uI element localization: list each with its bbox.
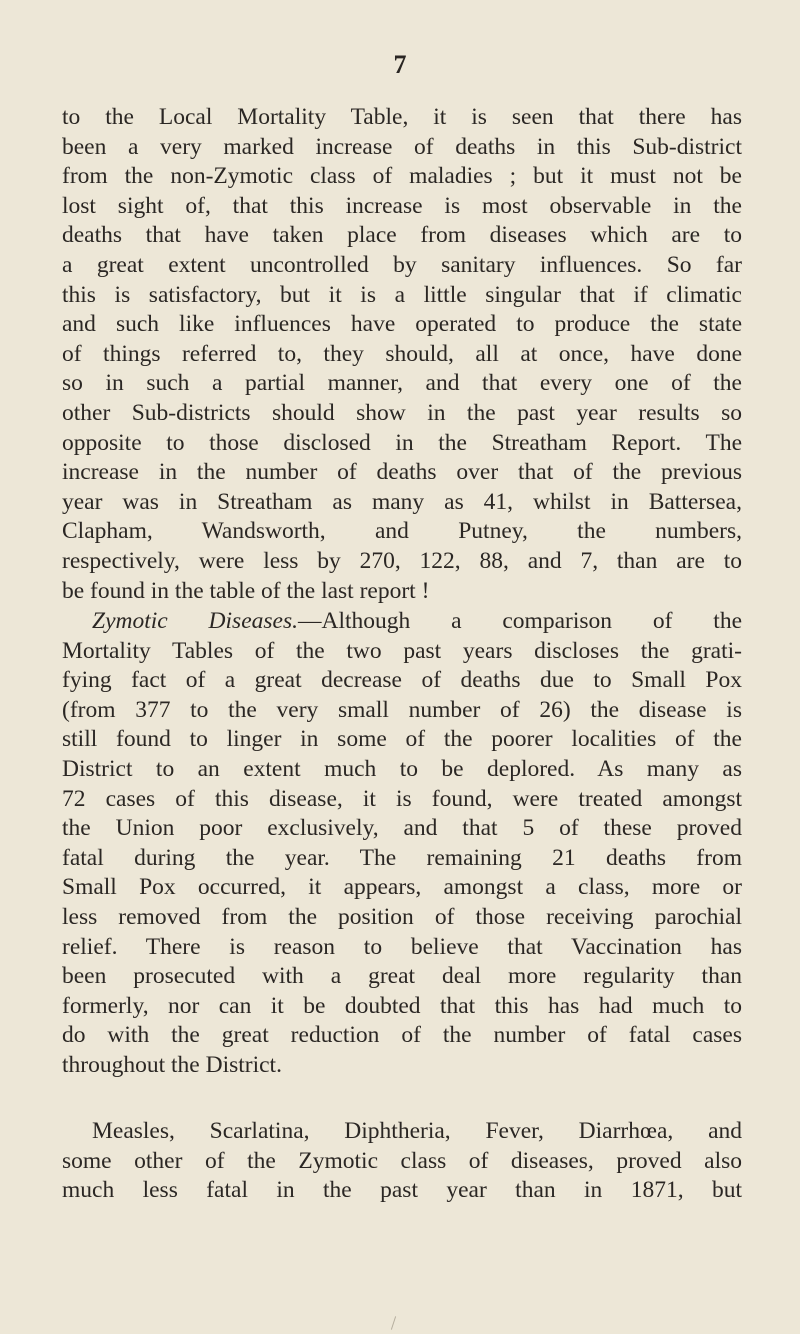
text-line: less removed from the position of those receiving parochial	[62, 903, 742, 930]
text-line: the Union poor exclusively, and that 5 of these proved	[62, 815, 742, 842]
text-line: formerly, nor can it be doubted that this has had much to	[62, 992, 742, 1019]
text-line: throughout the District.	[62, 1051, 282, 1078]
text-line: to the Local Mortality Table, it is seen that there has	[62, 104, 742, 130]
text-line: 72 cases of this disease, it is found, were treated amongst	[62, 785, 742, 812]
text-line: be found in the table of the last report !	[62, 577, 430, 604]
paragraph-local-mortality	[62, 103, 742, 606]
text-line: opposite to those disclosed in the Streatham Report. The	[62, 429, 742, 456]
text-line: do with the great reduction of the number of fatal cases	[62, 1022, 742, 1049]
section-heading: Zymotic Diseases.	[92, 608, 298, 634]
text-line: been prosecuted with a great deal more regularity than	[62, 963, 742, 990]
text-line: some other of the Zymotic class of diseases, proved also	[62, 1147, 742, 1174]
text-line: increase in the number of deaths over that of the previous	[62, 459, 742, 486]
text-line: deaths that have taken place from diseases which are to	[62, 222, 742, 249]
text-line: fatal during the year. The remaining 21 deaths from	[62, 844, 742, 871]
text-line: respectively, were less by 270, 122, 88, and 7, than are to	[62, 547, 742, 574]
text-line: this is satisfactory, but it is a little singular that if climatic	[62, 281, 742, 308]
page-number: 7	[393, 50, 407, 79]
text-line: been a very marked increase of deaths in this Sub-district	[62, 133, 742, 160]
paper-mark	[391, 1316, 396, 1330]
paragraph-zymotic-diseases	[62, 607, 742, 1081]
text-line: District to an extent much to be deplored. As many as	[62, 755, 742, 782]
text-line: Measles, Scarlatina, Diphtheria, Fever, Diarrhœa, and	[92, 1118, 742, 1144]
text-line: much less fatal in the past year than in 1871, but	[62, 1177, 742, 1204]
text-line: and such like influences have operated to produce the state	[62, 311, 742, 338]
text-line: Clapham, Wandsworth, and Putney, the numbers,	[62, 518, 742, 545]
text-line: year was in Streatham as many as 41, whilst in Battersea,	[62, 488, 742, 515]
text-line: so in such a partial manner, and that every one of the	[62, 370, 742, 397]
paragraph-measles	[62, 1117, 742, 1206]
text-line: relief. There is reason to believe that Vaccination has	[62, 933, 742, 960]
text-line: of things referred to, they should, all at once, have done	[62, 340, 742, 367]
text-line	[62, 607, 742, 637]
text-line: a great extent uncontrolled by sanitary influences. So far	[62, 251, 742, 278]
heading-continuation: —Although a comparison of the	[297, 608, 742, 634]
text-line: lost sight of, that this increase is most observable in the	[62, 192, 742, 219]
text-line: other Sub-districts should show in the past year results so	[62, 399, 742, 426]
text-line: Mortality Tables of the two past years discloses the grati-	[62, 637, 742, 664]
text-line: fying fact of a great decrease of deaths due to Small Pox	[62, 667, 742, 694]
text-line: still found to linger in some of the poorer localities of the	[62, 726, 742, 753]
text-line: from the non-Zymotic class of maladies ; but it must not be	[62, 163, 742, 190]
text-line: (from 377 to the very small number of 26) the disease is	[62, 696, 742, 723]
text-line: Small Pox occurred, it appears, amongst a class, more or	[62, 874, 742, 901]
